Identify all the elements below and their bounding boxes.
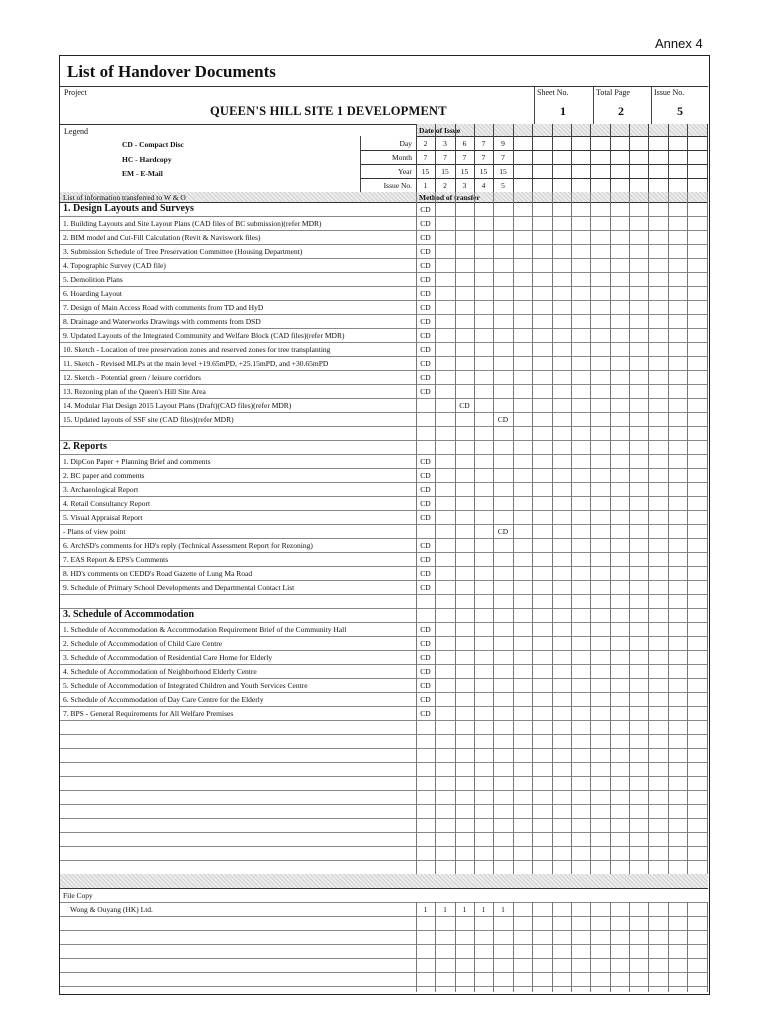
section-heading: 3. Schedule of Accommodation: [63, 609, 195, 620]
issue-no-value: 5: [677, 104, 683, 118]
method-mark: CD: [420, 625, 431, 634]
project-name: QUEEN'S HILL SITE 1 DEVELOPMENT: [210, 104, 447, 118]
method-mark: CD: [420, 569, 431, 578]
method-mark: CD: [420, 695, 431, 704]
method-mark: CD: [420, 205, 431, 214]
file-copy-cell: 1: [462, 905, 467, 914]
method-mark: CD: [420, 247, 431, 256]
method-mark: CD: [497, 527, 509, 536]
section-heading: 1. Design Layouts and Surveys: [63, 203, 194, 214]
list-item: 7. Design of Main Access Road with comments from TD and HyD: [63, 303, 264, 312]
method-mark: CD: [420, 289, 431, 298]
section-heading: 2. Reports: [63, 441, 107, 452]
date-cell: 7: [462, 153, 467, 162]
method-mark: CD: [420, 709, 431, 718]
handover-sheet: [59, 55, 710, 995]
file-copy-label: File Copy: [63, 891, 93, 900]
sheet-no-value: 1: [560, 104, 566, 118]
file-copy-cell: 1: [481, 905, 486, 914]
list-item: 11. Sketch - Revised MLPs at the main level +19.65mPD, +25.15mPD, and +30.65mPD: [63, 359, 329, 368]
list-item: 4. Retail Consultancy Report: [63, 499, 151, 508]
list-item: 5. Demolition Plans: [63, 275, 123, 284]
date-cell: 2: [443, 181, 447, 190]
sheet-no-label: Sheet No.: [537, 88, 569, 97]
file-copy-cell: 1: [501, 905, 505, 914]
method-mark: CD: [420, 233, 431, 242]
file-copy-band: [60, 874, 708, 888]
date-cell: 4: [481, 181, 486, 190]
method-mark: CD: [420, 471, 431, 480]
date-cell: 3: [462, 181, 467, 190]
legend-item-hc: HC - Hardcopy: [122, 155, 172, 164]
file-copy-cell: 1: [423, 905, 428, 914]
file-copy-recipient: Wong & Ouyang (HK) Ltd.: [70, 905, 153, 914]
file-copy-cell: 1: [443, 905, 447, 914]
list-item: 6. Hoarding Layout: [63, 289, 122, 298]
list-item: 15. Updated layouts of SSF site (CAD files)(refer MDR): [63, 415, 234, 424]
legend-label: Legend: [64, 127, 88, 136]
list-item: 1. Building Layouts and Site Layout Plans (CAD files of BC submission)(refer MDR): [63, 219, 322, 228]
list-item: 4. Schedule of Accommodation of Neighborhood Elderly Centre: [63, 667, 257, 676]
date-cell: 5: [501, 181, 505, 190]
date-cell: 3: [443, 139, 447, 148]
date-cell: 7: [423, 153, 428, 162]
date-cell: 15: [441, 167, 449, 176]
legend-item-cd: CD - Compact Disc: [122, 140, 184, 149]
project-label: Project: [64, 88, 87, 97]
method-mark: CD: [420, 639, 431, 648]
date-cell: 2: [423, 139, 428, 148]
method-mark: CD: [420, 541, 431, 550]
date-cell: 9: [501, 139, 505, 148]
method-mark: CD: [420, 387, 431, 396]
list-item: 9. Updated Layouts of the Integrated Community and Welfare Block (CAD files)(refer MDR): [63, 331, 345, 340]
date-row-label: Year: [398, 167, 412, 176]
list-item: 3. Submission Schedule of Tree Preservation Committee (Housing Department): [63, 247, 303, 256]
total-page-value: 2: [618, 104, 624, 118]
method-mark: CD: [420, 219, 431, 228]
list-item: 13. Rezoning plan of the Queen's Hill Site Area: [63, 387, 206, 396]
date-row-label: Issue No.: [383, 181, 412, 190]
method-mark: CD: [420, 513, 431, 522]
date-row-label: Day: [399, 139, 412, 148]
issue-no-label: Issue No.: [654, 88, 685, 97]
list-item: 7. BPS - General Requirements for All Welfare Premises: [63, 709, 234, 718]
list-item: 1. DipCon Paper + Planning Brief and comments: [63, 457, 211, 466]
method-header: Method of transfer: [419, 193, 480, 202]
method-mark: CD: [420, 667, 431, 676]
method-mark: CD: [420, 499, 431, 508]
total-page-label: Total Page: [596, 88, 630, 97]
list-item: 14. Modular Flat Design 2015 Layout Plans (Draft)(CAD files)(refer MDR): [63, 401, 292, 410]
list-item: 2. BIM model and Cut-Fill Calculation (Revit & Naviswork files): [63, 233, 261, 242]
list-item: 4. Topographic Survey (CAD file): [63, 261, 166, 270]
method-mark: CD: [420, 303, 431, 312]
date-row-label: Month: [391, 153, 412, 162]
method-mark: CD: [420, 331, 431, 340]
method-mark: CD: [420, 345, 431, 354]
list-item: 5. Schedule of Accommodation of Integrated Children and Youth Services Centre: [63, 681, 308, 690]
method-mark: CD: [420, 275, 431, 284]
list-item: - Plans of view point: [63, 527, 126, 536]
list-item: 6. Schedule of Accommodation of Day Care Centre for the Elderly: [63, 695, 264, 704]
list-item: 2. BC paper and comments: [63, 471, 145, 480]
method-mark: CD: [420, 681, 431, 690]
list-item: 10. Sketch - Location of tree preservation zones and reserved zones for tree transplanting: [63, 345, 331, 354]
method-mark: CD: [420, 457, 431, 466]
list-item: 9. Schedule of Primary School Developments and Departmental Contact List: [63, 583, 295, 592]
list-item: 2. Schedule of Accommodation of Child Care Centre: [63, 639, 223, 648]
date-of-issue-header: Date of Issue: [419, 126, 461, 135]
legend-item-em: EM - E-Mail: [122, 169, 163, 178]
date-cell: 15: [499, 167, 507, 176]
list-item: 1. Schedule of Accommodation & Accommodation Requirement Brief of the Community Hall: [63, 625, 347, 634]
method-mark: CD: [420, 555, 431, 564]
list-item: 6. ArchSD's comments for HD's reply (Technical Assessment Report for Rezoning): [63, 541, 313, 550]
list-item: 8. HD's comments on CEDD's Road Gazette of Lung Ma Road: [63, 569, 253, 578]
document-title: List of Handover Documents: [67, 62, 276, 81]
method-mark: CD: [459, 401, 470, 410]
list-item: 5. Visual Appraisal Report: [63, 513, 143, 522]
date-cell: 7: [481, 153, 486, 162]
annex-label: Annex 4: [655, 36, 703, 51]
method-mark: CD: [420, 373, 431, 382]
date-cell: 15: [421, 167, 430, 176]
method-mark: CD: [497, 415, 509, 424]
date-cell: 6: [462, 139, 467, 148]
method-mark: CD: [420, 359, 431, 368]
method-mark: CD: [420, 583, 431, 592]
method-mark: CD: [420, 485, 431, 494]
date-cell: 7: [443, 153, 447, 162]
date-cell: 15: [479, 167, 488, 176]
date-cell: 7: [501, 153, 505, 162]
method-mark: CD: [420, 317, 431, 326]
list-item: 3. Schedule of Accommodation of Residential Care Home for Elderly: [63, 653, 273, 662]
date-cell: 7: [481, 139, 486, 148]
list-item: 7. EAS Report & EPS's Comments: [63, 555, 169, 564]
list-item: 12. Sketch - Potential green / leisure corridors: [63, 373, 201, 382]
method-mark: CD: [420, 261, 431, 270]
date-cell: 1: [423, 181, 428, 190]
method-mark: CD: [420, 653, 431, 662]
list-item: 3. Archaeological Report: [63, 485, 139, 494]
list-header: List of information transferred to W & O: [63, 193, 186, 202]
date-cell: 15: [460, 167, 469, 176]
list-item: 8. Drainage and Waterworks Drawings with comments from DSD: [63, 317, 261, 326]
